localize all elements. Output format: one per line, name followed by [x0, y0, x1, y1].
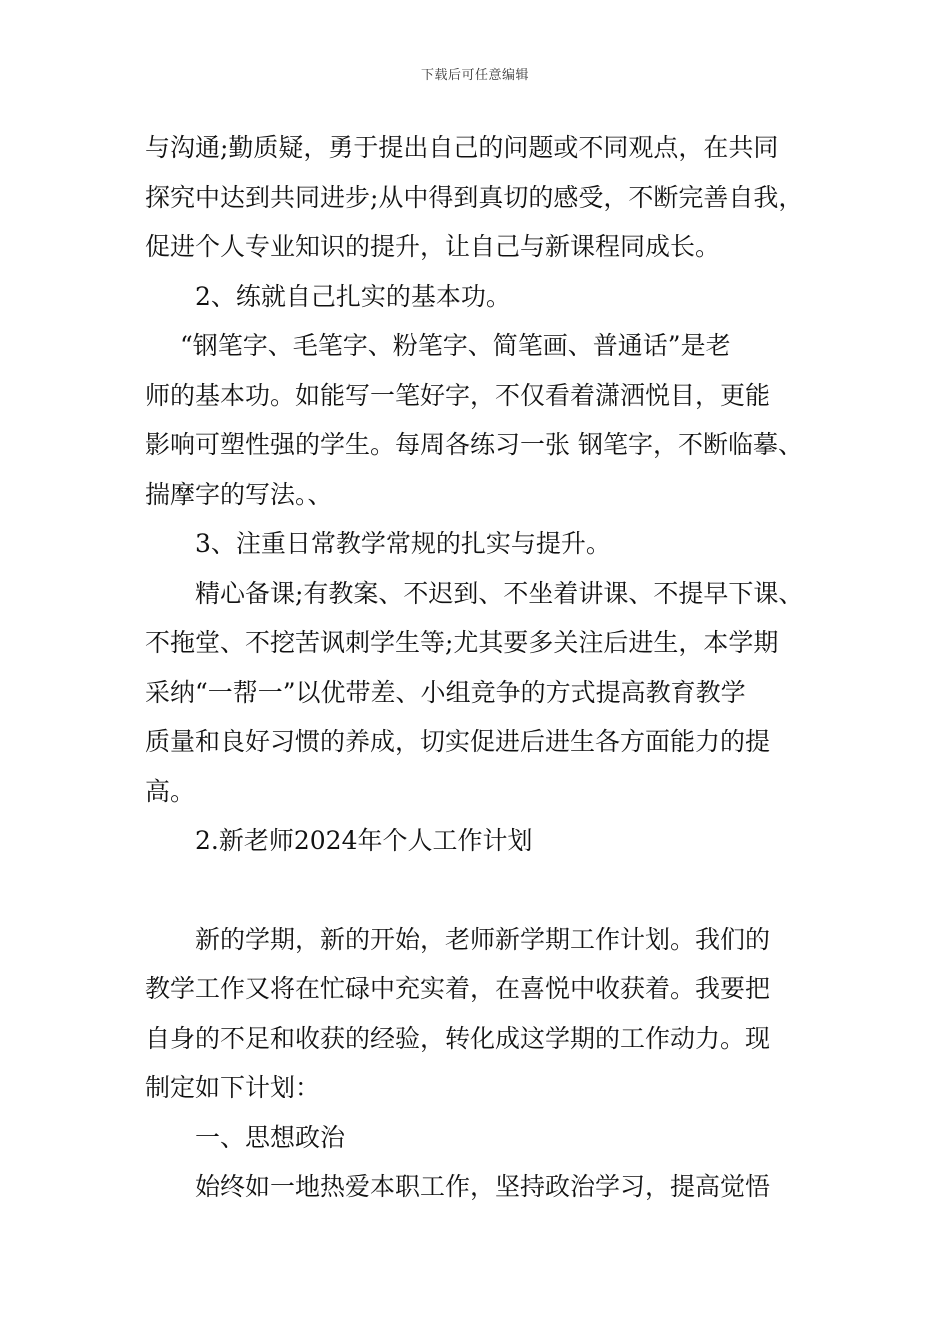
- section-heading: 2、练就自己扎实的基本功。: [195, 282, 511, 311]
- paragraph-line: 促进个人专业知识的提升，让自己与新课程同成长。: [145, 232, 721, 261]
- paragraph-line: “钢笔字、毛笔字、粉笔字、简笔画、普通话”是老: [180, 331, 731, 360]
- paragraph-line: 采纳“一帮一”以优带差、小组竞争的方式提高教育教学: [145, 678, 746, 707]
- paragraph-line: 新的学期，新的开始，老师新学期工作计划。我们的: [195, 925, 771, 954]
- paragraph-line: 影响可塑性强的学生。每周各练习一张 钢笔字，不断临摹、: [145, 430, 803, 459]
- section-heading: 一、思想政治: [195, 1123, 346, 1152]
- paragraph-line: 不拖堂、不挖苦讽刺学生等;尤其要多关注后进生，本学期: [145, 628, 779, 657]
- paragraph-line: 揣摩字的写法。、: [145, 480, 333, 509]
- page-header: 下载后可任意编辑: [420, 68, 529, 83]
- paragraph-line: 教学工作又将在忙碌中充实着，在喜悦中收获着。我要把: [145, 974, 771, 1003]
- paragraph-line: 制定如下计划：: [145, 1073, 321, 1102]
- paragraph-line: 精心备课;有教案、不迟到、不坐着讲课、不提早下课、: [195, 579, 804, 608]
- paragraph-line: 与沟通;勤质疑，勇于提出自己的问题或不同观点，在共同: [145, 133, 779, 162]
- paragraph-line: 师的基本功。如能写一笔好字，不仅看着潇洒悦目，更能: [145, 381, 771, 410]
- paragraph-line: 高。: [145, 777, 196, 806]
- paragraph-line: 质量和良好习惯的养成，切实促进后进生各方面能力的提: [145, 727, 771, 756]
- paragraph-line: 始终如一地热爱本职工作，坚持政治学习，提高觉悟: [195, 1172, 771, 1201]
- paragraph-line: 探究中达到共同进步;从中得到真切的感受，不断完善自我，: [145, 183, 804, 212]
- document-title: 2.新老师2024年个人工作计划: [195, 826, 533, 855]
- paragraph-line: 自身的不足和收获的经验，转化成这学期的工作动力。现: [145, 1024, 771, 1053]
- section-heading: 3、注重日常教学常规的扎实与提升。: [195, 529, 611, 558]
